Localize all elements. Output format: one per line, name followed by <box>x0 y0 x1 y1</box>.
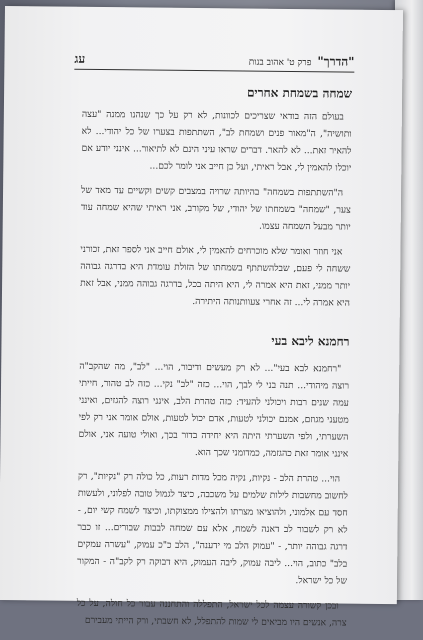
paragraph: בעולם הזה בודאי שצריכים לכוונות, לא רק על כך שנהנו ממנה "עצה ותושיה", ה"מאור פנים ושמחת לב", השתתפות בצערו של כל יהודי... לא להאיר זאת... לא להאר. דברים שראו עיני הינם לא לתיאור... אינני יודע אם יוכלו להאמין לי, אבל ראיתי, ועל כן חייב אני לומר לכם... <box>81 108 352 174</box>
section-heading-1: שמחה בשמחת אחרים <box>246 85 353 101</box>
chapter-line: פרק ט' אהוב בנות <box>248 57 312 68</box>
paragraph: ובכן קשורה עצמה לכל ישראל, התפללה והתחננה עבור כל חולה, על כל צרה, אנשים היו מביאים לי שמות להתפלל, לא חשבתי, ורק הייתי מעבירם <box>76 597 347 629</box>
page-content <box>76 75 352 640</box>
paragraph: אני חוזר ואומר שלא מוכרחים להאמין לי, אולם חייב אני לספר זאת, זכורני ששחה לי פעם, שבלהשתתף בשמחתו של הזולת עומדת היא בדרגה גבוהה יותר ממני, זאת היא אמרה לי, היא היתה בכל, בדרגה גבוהה ממני, אבל זאת היא אמרה לי... זה אחרי צעוותנותה היתירה. <box>80 243 351 309</box>
paragraph: ה"השתתפות בשמחה" בהיותה שרויה במצבים קשים וקשיים עד מאד של צער, "שמחה" בשמחתו של יהודי, של מקורב, אני ראיתי שהיא שמחה עוד יותר מבעל השמחה עצמו. <box>80 184 351 233</box>
book-title: "הדרך"פרק ט' אהוב בנות <box>248 53 355 69</box>
running-header <box>74 49 354 73</box>
page-number: עג <box>74 51 86 66</box>
paragraph: "רחמנא לבא בעי"... לא רק מעשים ודיבור, הוי... "לב", מה שהקב"ה רוצה מיהודי... תנה בני לי לבך, הוי... כזה "לב" נקי... כזה לב טהור, חייתי עמה שנים רבות ויכולני להעיד: כזה טהרת הלב, אינני רוצה להגזים, ואינני מטעני מגוזם, אמנם יכולני לטעות, אדם יכול לטעות, אולם אומר אני רק לפי השערתי, ולפי השערתי היתה היא יחידה בדור בכך, ואולי טועה אני, אולם אינני אומר זאת כהגזמה, כמדומני שכך הוא. <box>78 360 350 460</box>
book-page <box>0 6 403 629</box>
section-heading-2: רחמנא ליבא בעי <box>271 333 350 349</box>
paragraph: הוי... טהרת הלב - נקיות, נקיה מכל מדות רעות, כל כולה רק "נקיות", רק לחשוב מחשבות לילות שלמים על משכבה, כיצד לגמול טובה לפלוני, ולעשות חסד עם אלמוני, ולהוציאו מצרתו ולהצילו ממצוקתו, וכיצד לשמח קשי יום, - לא רק לשבור לב דאנה לשמח, אלא עם שמחה לבבות שבורים... זו כבר דרגה גבוהה יותר, - "עמוק הלב מי ידענה", הלב כ"כ עמוק, "עשרה עמקים בלב" כתוב, הוי... ליבה עמוק, ליבה העמוק, היא דבוקה רק לקב"ה - המקור של כל ישראל. <box>77 470 348 587</box>
